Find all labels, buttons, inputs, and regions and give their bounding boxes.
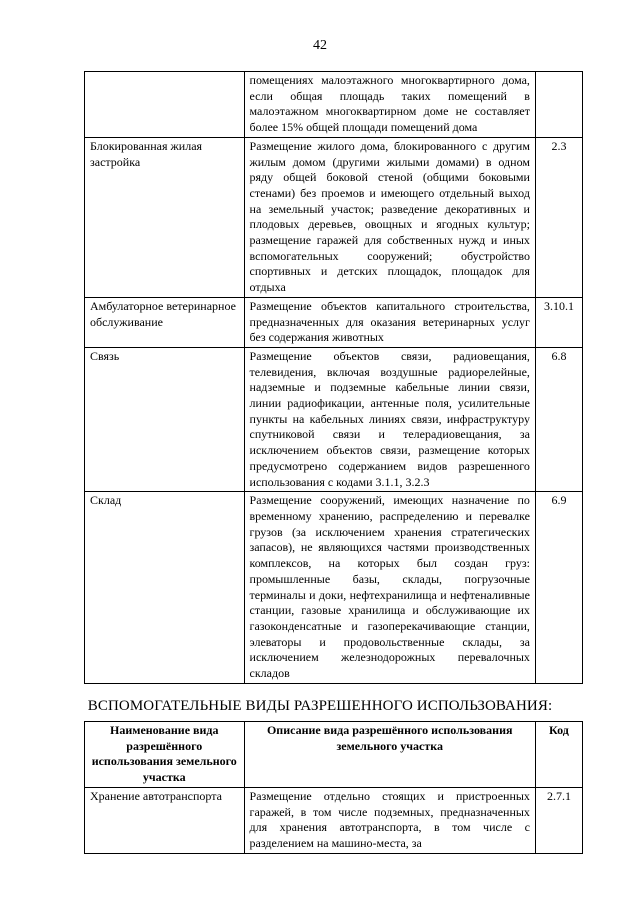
row-description: Размещение сооружений, имеющих назначение по временному хранению, распределению и перевалке грузов (за исключением хранения стратегических запасов), не являющихся частями производственных комплексов, на которых был создан груз: промышленные базы, склады, погрузочные терминалы и доки, нефтехранилища и нефтеналивные станции, газовые хранилища и обслуживающие их газоконденсатные и газоперекачивающие станции, элеваторы и продовольственные склады, за исключением железнодорожных перевалочных складов [244, 492, 535, 683]
row-description: Размещение объектов связи, радиовещания, телевидения, включая воздушные радиорелейные, надземные и подземные кабельные линии связи, линии радиофикации, антенные поля, усилительные пункты на кабельных линиях связи, инфраструктуру спутниковой связи и телерадиовещания, за исключением объектов связи, размещение которых предусмотрено содержанием видов разрешенного использования с кодами 3.1.1, 3.2.3 [244, 347, 535, 491]
table-row [85, 347, 583, 491]
aux-table [84, 721, 583, 854]
table-row [85, 492, 583, 683]
main-table [84, 71, 583, 684]
section-title: ВСПОМОГАТЕЛЬНЫЕ ВИДЫ РАЗРЕШЕННОГО ИСПОЛЬЗОВАНИЯ: [87, 698, 553, 714]
row-code [535, 72, 582, 138]
table-row [85, 787, 583, 853]
table-row [85, 137, 583, 297]
table-header-row [85, 722, 583, 788]
row-description: помещениях малоэтажного многоквартирного дома, если общая площадь таких помещений в малоэтажном многоквартирном доме не составляет более 15% общей площади помещений дома [244, 72, 535, 138]
row-name: Амбулаторное ветеринарное обслуживание [85, 297, 245, 347]
row-code: 6.8 [535, 347, 582, 491]
row-name: Блокированная жилая застройка [85, 137, 245, 297]
header-description: Описание вида разрешённого использования земельного участка [244, 722, 535, 788]
row-name: Хранение автотранспорта [85, 787, 245, 853]
row-code: 3.10.1 [535, 297, 582, 347]
row-name: Склад [85, 492, 245, 683]
row-code: 6.9 [535, 492, 582, 683]
row-code: 2.3 [535, 137, 582, 297]
page-number: 42 [313, 38, 327, 53]
row-description: Размещение отдельно стоящих и пристроенных гаражей, в том числе подземных, предназначенных для хранения автотранспорта, в том числе с разделением на машино-места, за [244, 787, 535, 853]
header-code: Код [535, 722, 582, 788]
row-code: 2.7.1 [535, 787, 582, 853]
header-name: Наименование вида разрешённого использования земельного участка [85, 722, 245, 788]
row-name: Связь [85, 347, 245, 491]
row-name [85, 72, 245, 138]
table-row [85, 72, 583, 138]
row-description: Размещение объектов капитального строительства, предназначенных для оказания ветеринарных услуг без содержания животных [244, 297, 535, 347]
table-row [85, 297, 583, 347]
row-description: Размещение жилого дома, блокированного с другим жилым домом (другими жилыми домами) в одном ряду общей боковой стеной (общими боковыми стенами) без проемов и имеющего отдельный выход на земельный участок; разведение декоративных и плодовых деревьев, овощных и ягодных культур; размещение гаражей для собственных нужд и иных вспомогательных сооружений; обустройство спортивных и детских площадок, площадок для отдыха [244, 137, 535, 297]
